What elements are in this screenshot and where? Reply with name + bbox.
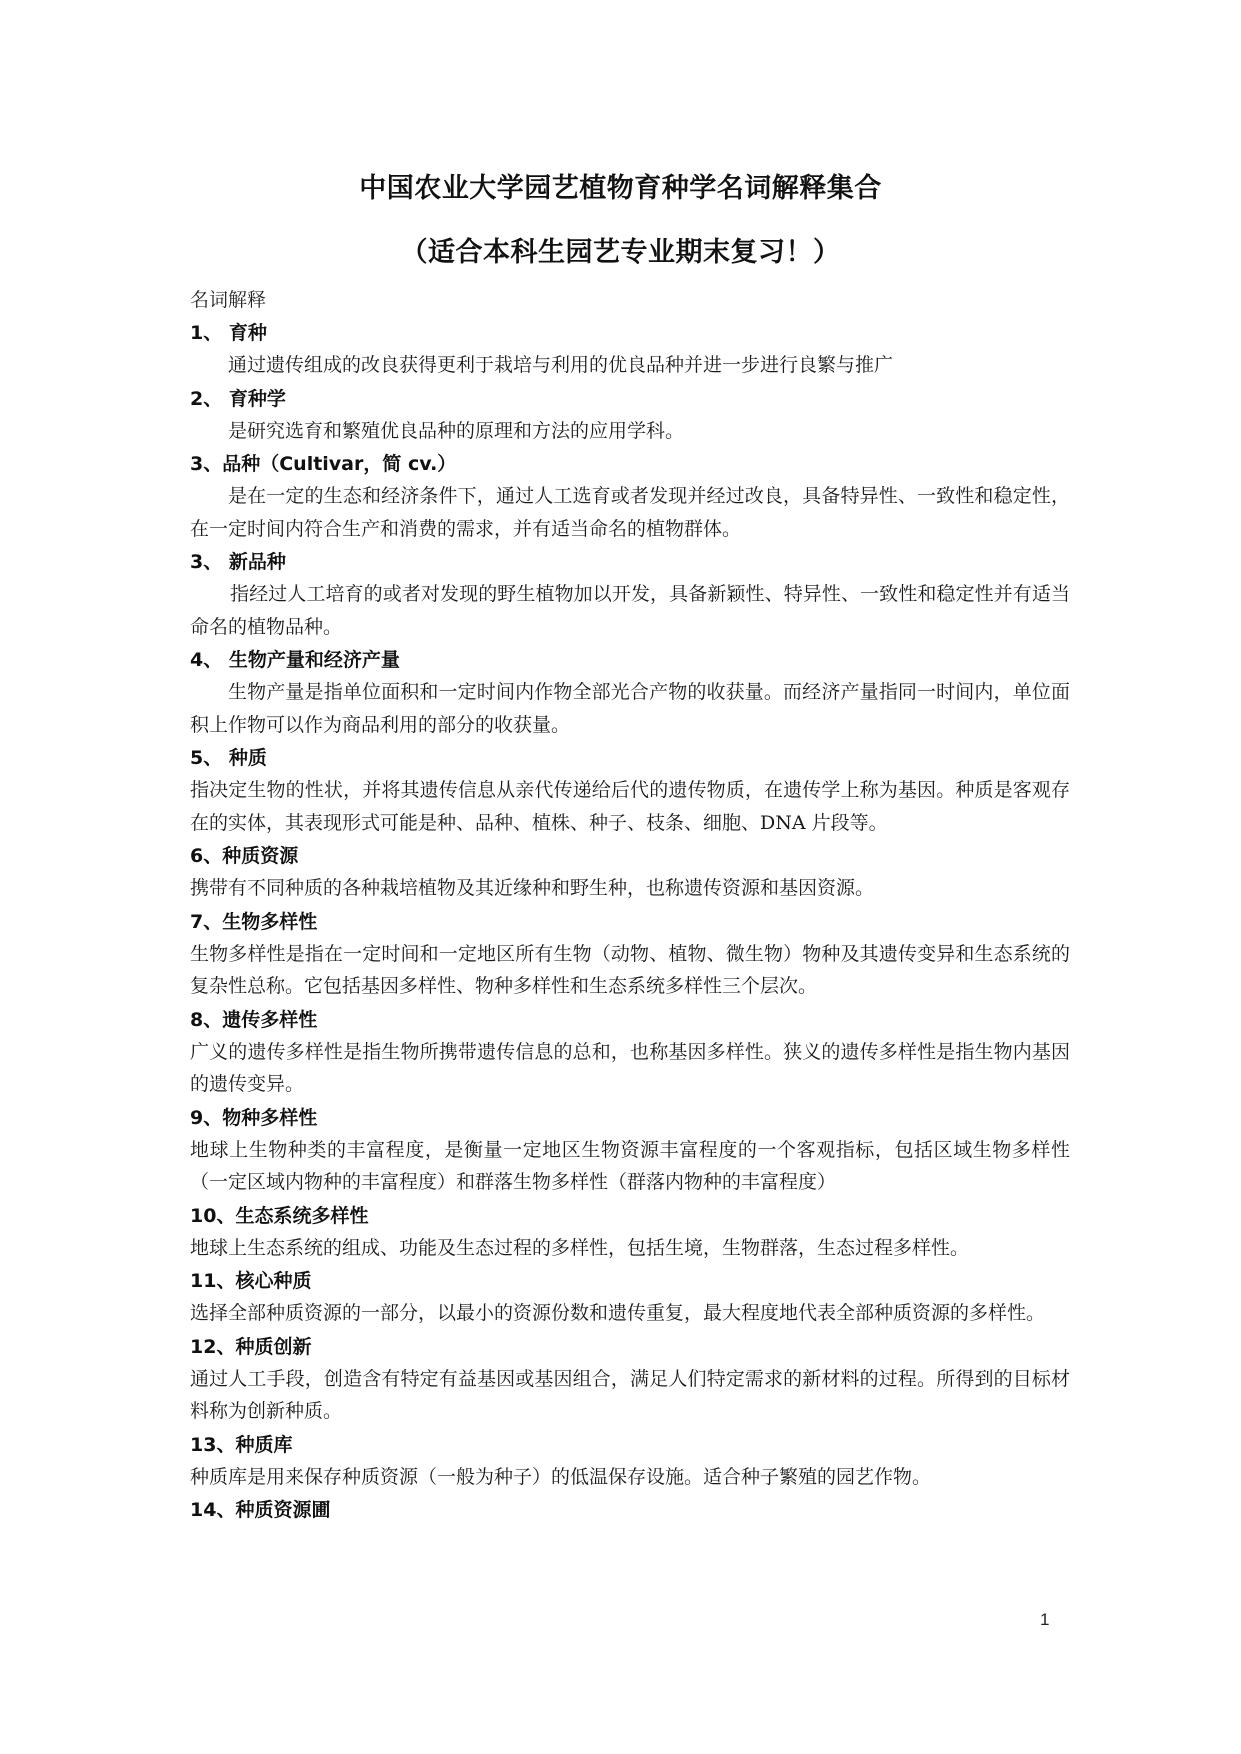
glossary-term: 4、 生物产量和经济产量 xyxy=(190,649,400,671)
section-label: 名词解释 xyxy=(190,289,267,311)
glossary-definition: 指经过人工培育的或者对发现的野生植物加以开发，具备新颖性、特异性、一致性和稳定性并有适当命名的植物品种。 xyxy=(190,583,1070,638)
glossary-definition: 地球上生物种类的丰富程度，是衡量一定地区生物资源丰富程度的一个客观指标，包括区域生物多样性（一定区域内物种的丰富程度）和群落生物多样性（群落内物种的丰富程度） xyxy=(190,1138,1070,1193)
glossary-term: 2、 育种学 xyxy=(190,387,286,410)
glossary-definition: 携带有不同种质的各种栽培植物及其近缘种和野生种，也称遗传资源和基因资源。 xyxy=(190,877,875,899)
glossary-definition: 广义的遗传多样性是指生物所携带遗传信息的总和，也称基因多样性。狭义的遗传多样性是指生物内基因的遗传变异。 xyxy=(190,1040,1070,1095)
glossary-term: 11、核心种质 xyxy=(190,1270,312,1292)
glossary-definition: 是研究选育和繁殖优良品种的原理和方法的应用学科。 xyxy=(228,419,685,442)
glossary-definition: 地球上生态系统的组成、功能及生态过程的多样性，包括生境，生物群落，生态过程多样性。 xyxy=(190,1236,970,1259)
glossary-term: 9、物种多样性 xyxy=(190,1106,318,1129)
glossary-definition: 生物产量是指单位面积和一定时间内作物全部光合产物的收获量。而经济产量指同一时间内，单位面积上作物可以作为商品利用的部分的收获量。 xyxy=(190,681,1070,736)
glossary-term: 1、 育种 xyxy=(190,322,267,344)
glossary-term: 12、种质创新 xyxy=(190,1335,312,1358)
glossary-definition: 选择全部种质资源的一部分，以最小的资源份数和遗传重复，最大程度地代表全部种质资源的多样性。 xyxy=(190,1302,1046,1324)
glossary-term: 3、 新品种 xyxy=(190,551,286,573)
glossary-term: 13、种质库 xyxy=(190,1433,293,1456)
glossary-term: 3、品种（Cultivar，简 cv.） xyxy=(190,453,457,475)
glossary-definition: 种质库是用来保存种质资源（一般为种子）的低温保存设施。适合种子繁殖的园艺作物。 xyxy=(190,1465,932,1488)
glossary-definition: 通过人工手段，创造含有特定有益基因或基因组合，满足人们特定需求的新材料的过程。所得到的目标材料称为创新种质。 xyxy=(190,1367,1070,1422)
glossary-definition: 生物多样性是指在一定时间和一定地区所有生物（动物、植物、微生物）物种及其遗传变异和生态系统的复杂性总称。它包括基因多样性、物种多样性和生态系统多样性三个层次。 xyxy=(190,942,1070,997)
glossary-term: 8、遗传多样性 xyxy=(190,1008,318,1031)
document-subtitle: （适合本科生园艺专业期末复习！） xyxy=(400,237,841,268)
glossary-definition: 是在一定的生态和经济条件下，通过人工选育或者发现并经过改良，具备特异性、一致性和稳定性，在一定时间内符合生产和消费的需求，并有适当命名的植物群体。 xyxy=(190,485,1070,540)
glossary-term: 10、生态系统多样性 xyxy=(190,1204,369,1227)
glossary-definition: 指决定生物的性状，并将其遗传信息从亲代传递给后代的遗传物质，在遗传学上称为基因。种质是客观存在的实体，其表现形式可能是种、品种、植株、种子、枝条、细胞、DNA 片段等。 xyxy=(190,779,1070,834)
glossary-term: 7、生物多样性 xyxy=(190,910,318,933)
glossary-content xyxy=(190,284,1070,1526)
glossary-term: 5、 种质 xyxy=(190,747,267,769)
glossary-definition: 通过遗传组成的改良获得更利于栽培与利用的优良品种并进一步进行良繁与推广 xyxy=(228,354,894,376)
page-number: 1 xyxy=(1040,1610,1050,1629)
glossary-term: 14、种质资源圃 xyxy=(190,1499,331,1521)
document-title: 中国农业大学园艺植物育种学名词解释集合 xyxy=(359,173,882,204)
glossary-term: 6、种质资源 xyxy=(190,845,299,867)
